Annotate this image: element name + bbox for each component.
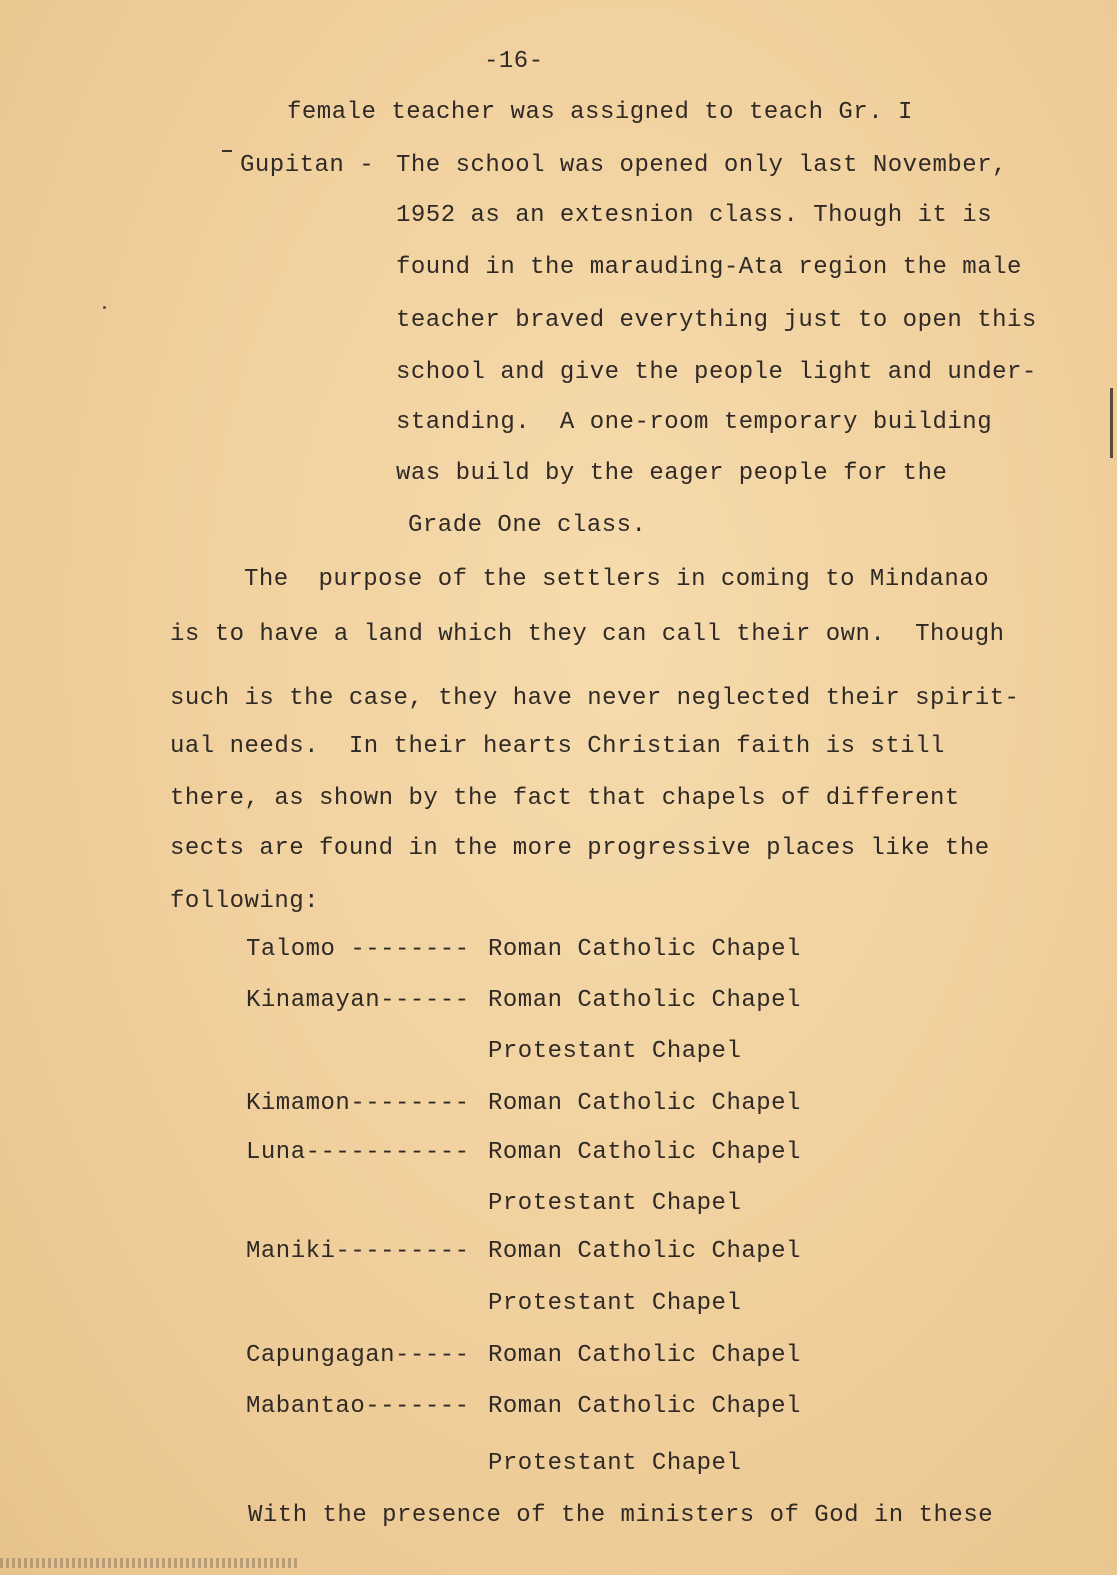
chapel-name: Protestant Chapel <box>488 1450 742 1477</box>
paragraph-line: such is the case, they have never neglected their spirit- <box>170 685 1020 712</box>
opening-line: female teacher was assigned to teach Gr. I <box>287 99 913 126</box>
paragraph-line: there, as shown by the fact that chapels of different <box>170 785 960 812</box>
entry-line: standing. A one-room temporary building <box>396 409 993 436</box>
chapel-name: Roman Catholic Chapel <box>488 1393 801 1420</box>
entry-line: Grade One class. <box>408 512 647 539</box>
chapel-place: Kimamon-------- <box>246 1090 470 1117</box>
entry-line: teacher braved everything just to open this <box>396 307 1037 334</box>
paragraph-line: sects are found in the more progressive places like the <box>170 835 990 862</box>
chapel-place: Capungagan----- <box>246 1342 470 1369</box>
chapel-name: Protestant Chapel <box>488 1290 742 1317</box>
chapel-place: Talomo -------- <box>246 936 470 963</box>
chapel-name: Protestant Chapel <box>488 1190 742 1217</box>
entry-line: school and give the people light and under- <box>396 359 1037 386</box>
closing-line: With the presence of the ministers of God in these <box>248 1502 994 1529</box>
chapel-place: Kinamayan------ <box>246 987 470 1014</box>
paragraph-line: is to have a land which they can call their own. Though <box>170 621 1005 648</box>
page-edge-mark <box>1110 388 1113 458</box>
chapel-place: Luna----------- <box>246 1139 470 1166</box>
page-number: -16- <box>484 48 544 75</box>
paragraph-line: ual needs. In their hearts Christian faith is still <box>170 733 945 760</box>
paper-speck <box>103 306 106 309</box>
chapel-name: Roman Catholic Chapel <box>488 1090 801 1117</box>
chapel-place: Maniki--------- <box>246 1238 470 1265</box>
chapel-name: Roman Catholic Chapel <box>488 1139 801 1166</box>
chapel-name: Roman Catholic Chapel <box>488 1342 801 1369</box>
chapel-place: Mabantao------- <box>246 1393 470 1420</box>
chapel-name: Roman Catholic Chapel <box>488 987 801 1014</box>
entry-label: Gupitan - <box>240 152 375 179</box>
scan-footer-strip <box>0 1558 300 1568</box>
chapel-name: Roman Catholic Chapel <box>488 1238 801 1265</box>
chapel-name: Protestant Chapel <box>488 1038 742 1065</box>
entry-line: was build by the eager people for the <box>396 460 948 487</box>
paragraph-line: following: <box>170 888 320 915</box>
entry-line: 1952 as an extesnion class. Though it is <box>396 202 993 229</box>
chapel-name: Roman Catholic Chapel <box>488 936 801 963</box>
entry-line: The school was opened only last November, <box>396 152 1007 179</box>
pen-mark <box>222 150 232 152</box>
paragraph-line: The purpose of the settlers in coming to Mindanao <box>244 566 990 593</box>
entry-line: found in the marauding-Ata region the male <box>396 254 1022 281</box>
